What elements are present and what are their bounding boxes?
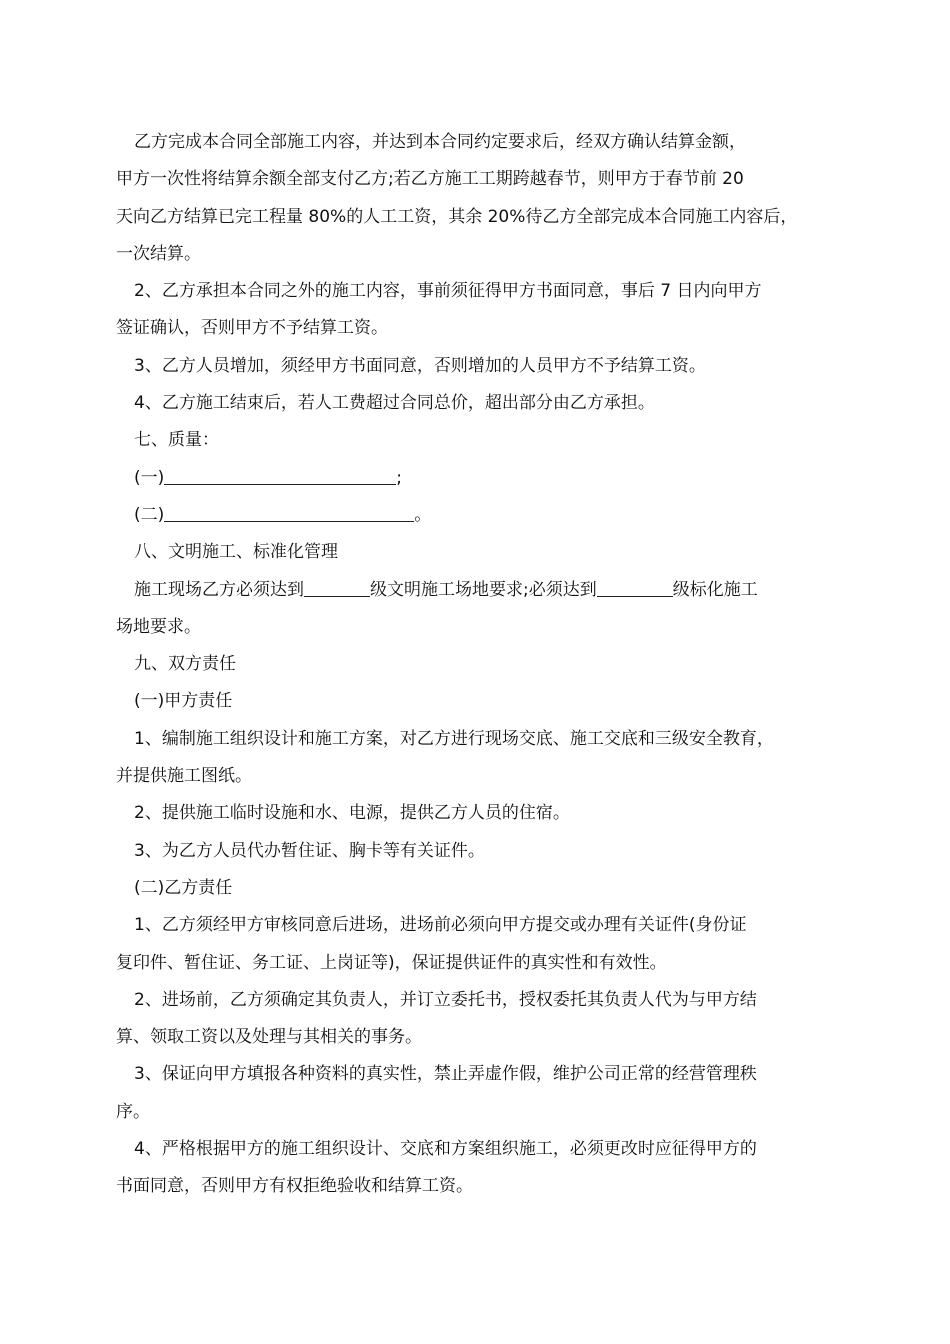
paragraph-line: 书面同意，否则甲方有权拒绝验收和结算工资。	[116, 1176, 473, 1197]
subsection-heading: (一)甲方责任	[134, 691, 233, 712]
paragraph-line: 3、保证向甲方填报各种资料的真实性，禁止弄虚作假，维护公司正常的经营管理秩	[134, 1064, 757, 1085]
paragraph-line: 序。	[116, 1101, 150, 1122]
fill-in-blank	[304, 580, 370, 597]
section-heading: 七、质量：	[134, 430, 219, 451]
item-end: 。	[414, 504, 432, 525]
paragraph-line: 一次结算。	[116, 243, 201, 264]
paragraph-line: 4、乙方施工结束后，若人工费超过合同总价，超出部分由乙方承担。	[134, 393, 655, 414]
section-heading: 八、文明施工、标准化管理	[134, 542, 338, 563]
document-body	[116, 124, 842, 1206]
text-segment: 级文明施工场地要求;必须达到	[370, 579, 597, 600]
fill-in-blank	[164, 505, 414, 522]
item-label: (一)	[134, 467, 165, 488]
item-label: (二)	[134, 504, 165, 525]
subsection-heading: (二)乙方责任	[134, 877, 233, 898]
fill-in-blank	[597, 580, 673, 597]
quality-item-1	[116, 460, 842, 497]
paragraph-line: 签证确认，否则甲方不予结算工资。	[116, 318, 388, 339]
paragraph-line: 3、为乙方人员代办暂住证、胸卡等有关证件。	[134, 840, 485, 861]
paragraph-line: 场地要求。	[116, 616, 201, 637]
paragraph-line: 3、乙方人员增加，须经甲方书面同意，否则增加的人员甲方不予结算工资。	[134, 355, 706, 376]
section-heading: 九、双方责任	[134, 654, 236, 675]
paragraph-line: 天向乙方结算已完工程量 80%的人工工资，其余 20%待乙方全部完成本合同施工内容后，	[116, 206, 798, 227]
paragraph-line: 算、领取工资以及处理与其相关的事务。	[116, 1027, 422, 1048]
quality-item-2	[116, 497, 842, 534]
paragraph-line: 4、严格根据甲方的施工组织设计、交底和方案组织施工，必须更改时应征得甲方的	[134, 1139, 757, 1160]
paragraph-line: 甲方一次性将结算余额全部支付乙方;若乙方施工工期跨越春节，则甲方于春节前 20	[116, 169, 744, 190]
paragraph-line: 2、进场前，乙方须确定其负责人，并订立委托书，授权委托其负责人代为与甲方结	[134, 989, 757, 1010]
item-end: ;	[396, 467, 402, 488]
fill-in-blank	[164, 468, 396, 485]
paragraph-line: 复印件、暂住证、务工证、上岗证等)，保证提供证件的真实性和有效性。	[116, 952, 667, 973]
paragraph-line: 1、编制施工组织设计和施工方案，对乙方进行现场交底、施工交底和三级安全教育，	[134, 728, 774, 749]
civilized-construction-line	[116, 572, 842, 609]
paragraph-line: 乙方完成本合同全部施工内容，并达到本合同约定要求后，经双方确认结算金额，	[134, 132, 746, 152]
paragraph-line: 1、乙方须经甲方审核同意后进场，进场前必须向甲方提交或办理有关证件(身份证	[134, 915, 747, 936]
paragraph-line: 2、乙方承担本合同之外的施工内容，事前须征得甲方书面同意，事后 7 日内向甲方	[134, 281, 762, 302]
text-segment: 级标化施工	[672, 579, 758, 600]
paragraph-line: 并提供施工图纸。	[116, 766, 252, 787]
text-segment: 施工现场乙方必须达到	[134, 579, 304, 600]
paragraph-line: 2、提供施工临时设施和水、电源，提供乙方人员的住宿。	[134, 803, 570, 824]
